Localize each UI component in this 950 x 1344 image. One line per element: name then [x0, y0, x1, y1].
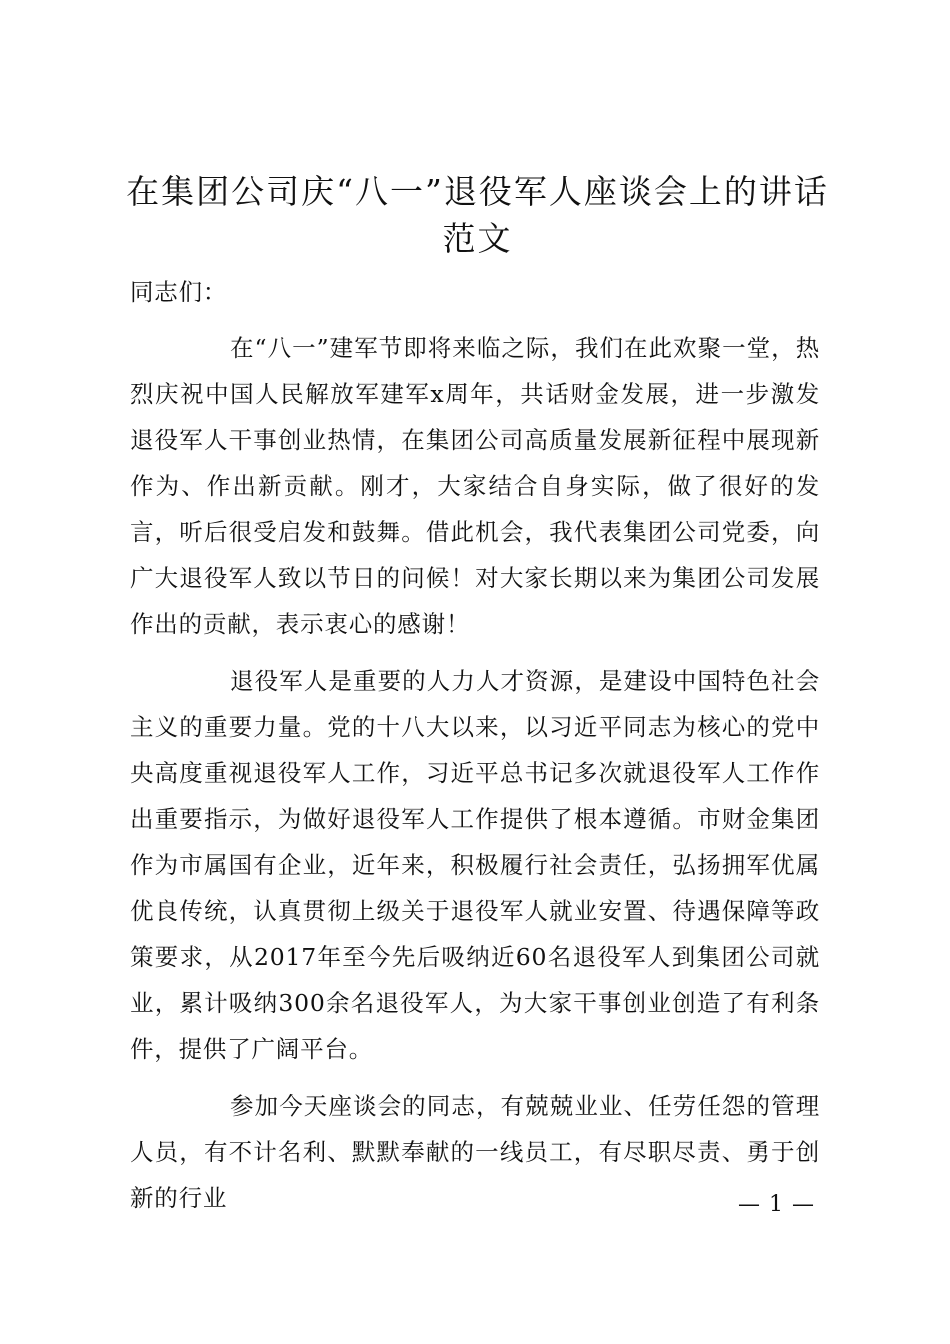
paragraph-3: 参加今天座谈会的同志，有兢兢业业、任劳任怨的管理人员，有不计名利、默默奉献的一线员工，有尽职尽责、勇于创新的行业	[130, 1092, 820, 1212]
salutation: 同志们：	[130, 278, 228, 306]
document-title: 在集团公司庆“八一”退役军人座谈会上的讲话范文	[126, 172, 829, 258]
paragraph-1: 在“八一”建军节即将来临之际，我们在此欢聚一堂，热烈庆祝中国人民解放军建军x周年，共话财金发展，进一步激发退役军人干事创业热情，在集团公司高质量发展新征程中展现新作为、作出新贡献。刚才，大家结合自身实际，做了很好的发言，听后很受启发和鼓舞。借此机会，我代表集团公司党委，向广大退役军人致以节日的问候！对大家长期以来为集团公司发展作出的贡献，表示衷心的感谢！	[130, 334, 820, 638]
paragraph-2: 退役军人是重要的人力人才资源，是建设中国特色社会主义的重要力量。党的十八大以来，以习近平同志为核心的党中央高度重视退役军人工作，习近平总书记多次就退役军人工作作出重要指示，为做好退役军人工作提供了根本遵循。市财金集团作为市属国有企业，近年来，积极履行社会责任，弘扬拥军优属优良传统，认真贯彻上级关于退役军人就业安置、待遇保障等政策要求，从2017年至今先后吸纳近60名退役军人到集团公司就业，累计吸纳300余名退役军人，为大家干事创业创造了有利条件，提供了广阔平台。	[130, 667, 820, 1063]
document-body	[130, 269, 820, 1232]
page-number: — 1 —	[738, 1192, 815, 1217]
